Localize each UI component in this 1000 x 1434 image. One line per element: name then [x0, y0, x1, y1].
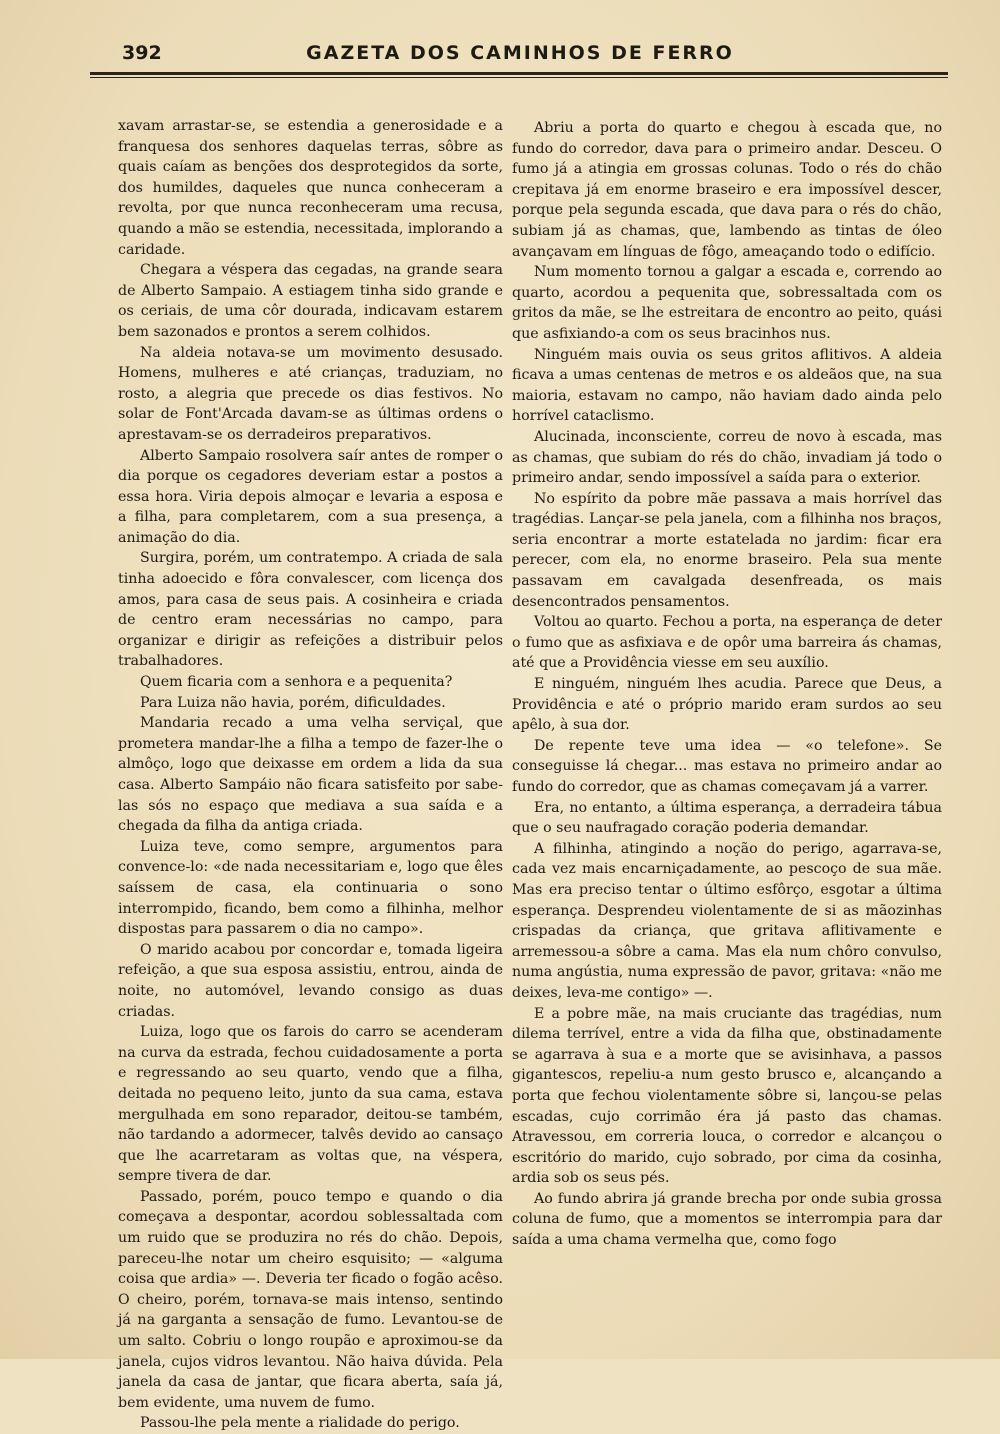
paragraph: Chegara a véspera das cegadas, na grande seara de Alberto Sampaio. A estiagem tinha sido grande e os ceriais, de uma côr dourada, indicavam estarem bem sazonados e prontos a serem colhidos.: [118, 262, 503, 340]
paragraph: Abriu a porta do quarto e chegou à escada que, no fundo do corredor, dava para o primeiro andar. Desceu. O fumo já a atingia em grossas colunas. Todo o rés do chão crepitava já em enorme braseiro e era impossível descer, porque pela segunda escada, que dava para o rés do chão, subiam já as chamas, que, lambendo as tintas de óleo avançavam em línguas de fôgo, ameaçando todo o edifício.: [512, 120, 942, 260]
paragraph: Mandaria recado a uma velha serviçal, que prometera mandar-lhe a filha a tempo de fazer-lhe o almôço, logo que deixasse em ordem a lida da sua casa. Alberto Sampáio não ficara satisfeito por sabe-las sós no espaço que mediava a sua saída e a chegada da filha da antiga criada.: [118, 715, 503, 835]
header-rule-thick: [90, 72, 948, 75]
journal-title: GAZETA DOS CAMINHOS DE FERRO: [306, 42, 734, 64]
paragraph: E a pobre mãe, na mais cruciante das tragédias, num dilema terrível, entre a vida da filha que, obstinadamente se agarrava à sua e a morte que se avisinhava, a passos gigantescos, repeliu-a num gesto brusco e, alcançando a porta que fechou violentamente sôbre si, lançou-se pelas escadas, cujo corrimão éra já pasto das chamas. Atravessou, em correria louca, o corredor e alcançou o escritório do marido, cujo sobrado, por cima da cosinha, ardia sob os seus pés.: [512, 1005, 942, 1187]
paragraph: E ninguém, ninguém lhes acudia. Parece que Deus, a Providência e até o próprio marido eram surdos ao seu apêlo, à sua dor.: [512, 676, 942, 734]
paragraph: Na aldeia notava-se um movimento desusado. Homens, mulheres e até crianças, traduziam, no rosto, a alegria que precede os dias festivos. No solar de Font'Arcada davam-se as últimas ordens o aprestavam-se os derradeiros preparativos.: [118, 344, 503, 443]
header-rule-thin: [90, 77, 948, 78]
paragraph: Passou-lhe pela mente a rialidade do perigo.: [140, 1415, 460, 1432]
paragraph: Num momento tornou a galgar a escada e, correndo ao quarto, acordou a pequenita que, sobressaltada com os gritos da mãe, se lhe estreitara de encontro ao peito, quási que asfixiando-a com os seus bracinhos nus.: [512, 264, 942, 342]
paragraph: Para Luiza não havia, porém, dificuldades.: [140, 694, 446, 711]
paragraph: No espírito da pobre mãe passava a mais horrível das tragédias. Lançar-se pela janela, com a filhinha nos braços, seria encontrar a morte estatelada no jardim: ficar era perecer, com ela, no enorme braseiro. Pela sua mente passavam em cavalgada desenfreada, os mais desencontrados pensamentos.: [512, 490, 942, 610]
left-column: [118, 116, 503, 1434]
paragraph: O marido acabou por concordar e, tomada ligeira refeição, a que sua esposa assistiu, entrou, ainda de noite, no automóvel, levando consigo as duas criadas.: [118, 941, 503, 1020]
paragraph: Era, no entanto, a última esperança, a derradeira tábua que o seu naufragado coração poderia demandar.: [512, 799, 942, 837]
paragraph: Ninguém mais ouvia os seus gritos aflitivos. A aldeia ficava a umas centenas de metros e os aldeãos que, na sua maioria, estavam no campo, não haviam dado ainda pelo horrível cataclismo.: [512, 346, 942, 425]
paragraph: De repente teve uma idea — «o telefone». Se conseguisse lá chegar... mas estava no primeiro andar ao fundo do corredor, que as chamas começavam já a varrer.: [512, 737, 942, 795]
page-header: [90, 42, 950, 68]
paragraph: Quem ficaria com a senhora e a pequenita?: [140, 674, 453, 691]
paragraph: xavam arrastar-se, se estendia a generosidade e a franquesa dos senhores daquelas terras, sôbre as quais caíam as benções dos desprotegidos da sorte, dos humildes, daqueles que nunca conheceram a revolta, por que nunca reconheceram uma recusa, quando a mão se estendia, necessitada, implorando a caridade.: [118, 118, 503, 258]
paragraph: Passado, porém, pouco tempo e quando o dia começava a despontar, acordou soblessaltada com um ruido que se produzira no rés do chão. Depois, pareceu-lhe notar um cheiro esquisito; — «alguma coisa que ardia» —. Deveria ter ficado o fogão acêso. O cheiro, porém, tornava-se mais intenso, sentindo já na garganta a sensação de fumo. Levantou-se de um salto. Cobriu o longo roupão e aproximou-se da janela, cujos vidros levantou. Não haiva dúvida. Pela janela da casa de jantar, que ficara aberta, saía já, bem evidente, uma nuvem de fumo.: [118, 1188, 503, 1411]
page-number: 392: [122, 42, 162, 64]
paragraph: Alucinada, inconsciente, correu de novo à escada, mas as chamas, que subiam do rés do chão, invadiam já todo o primeiro andar, sendo impossível a saída para o exterior.: [512, 428, 942, 487]
right-column: [512, 118, 942, 1251]
paragraph: Surgira, porém, um contratempo. A criada de sala tinha adoecido e fôra convalescer, com licença dos amos, para casa de seus pais. A cosinheira e criada de centro eram necessárias no campo, para organizar e dirigir as refeições a distribuir pelos trabalhadores.: [118, 550, 503, 670]
paragraph: Alberto Sampaio rosolvera saír antes de romper o dia porque os cegadores deveriam estar a postos a essa hora. Viria depois almoçar e levaria a esposa e a filha, para completarem, com a sua presença, a animação do dia.: [118, 447, 503, 546]
paragraph: Luiza, logo que os farois do carro se acenderam na curva da estrada, fechou cuidadosamente a porta e regressando ao seu quarto, vendo que a filha, deitada no pequeno leito, junto da sua cama, estava mergulhada em sono reparador, deitou-se também, não tardando a adormecer, talvês devido ao cansaço que lhe acarretaram as voltas que, na véspera, sempre tivera de dar.: [118, 1024, 503, 1185]
paragraph: A filhinha, atingindo a noção do perigo, agarrava-se, cada vez mais encarniçadamente, ao pescoço de sua mãe. Mas era preciso tentar o último esfôrço, esgotar a última esperança. Desprendeu violentamente de si as mãozinhas crispadas da criança, que gritava aflitivamente e arremessou-a sôbre a cama. Mas ela num chôro convulso, numa angústia, numa expressão de pavor, gritava: «não me deixes, leva-me contigo» —.: [512, 840, 942, 1001]
paragraph: Luiza teve, como sempre, argumentos para convence-lo: «de nada necessitariam e, logo que êles saíssem de casa, ela continuaria o sono interrompido, ficando, bem como a filhinha, melhor dispostas para passarem o dia no campo».: [118, 838, 503, 938]
paragraph: Voltou ao quarto. Fechou a porta, na esperança de deter o fumo que as asfixiava e de opôr uma barreira ás chamas, até que a Providência viesse em seu auxílio.: [512, 614, 942, 672]
paragraph: Ao fundo abrira já grande brecha por onde subia grossa coluna de fumo, que a momentos se interrompia para dar saída a uma chama vermelha que, como fogo: [512, 1190, 942, 1249]
